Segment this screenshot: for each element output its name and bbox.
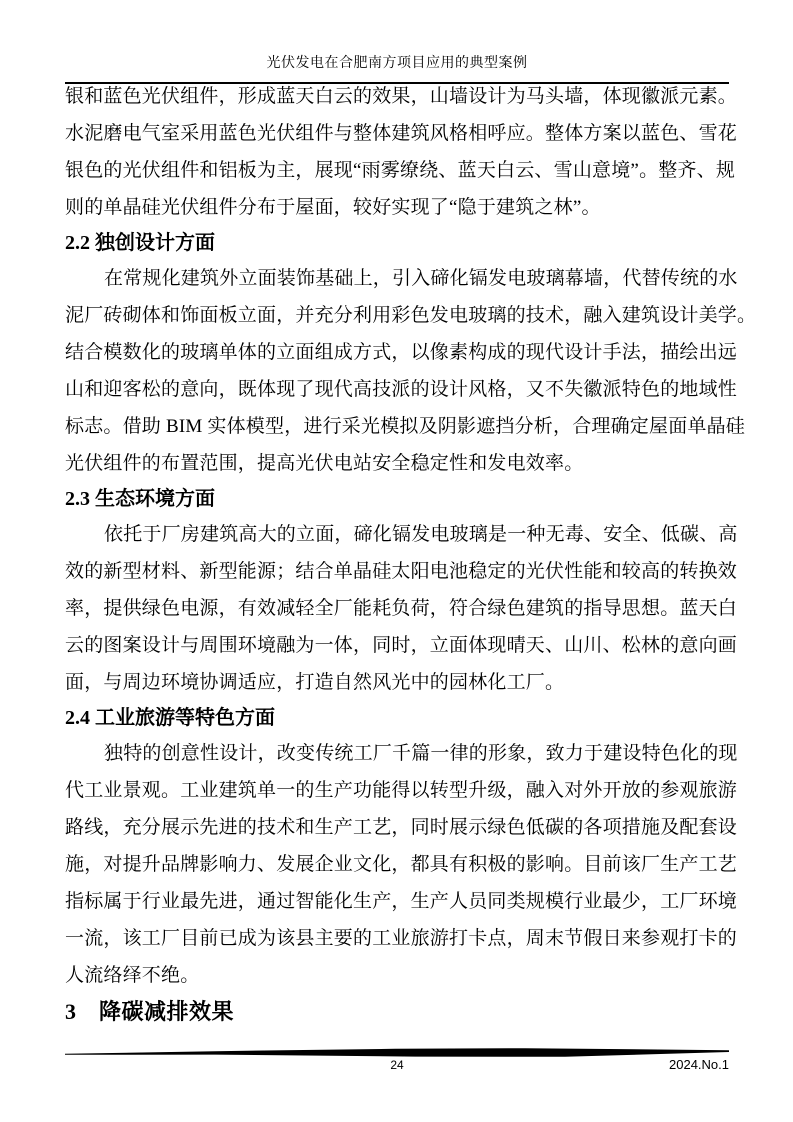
section-heading: 2.2 独创设计方面 (65, 232, 215, 254)
footer-issue-label: 2024.No.1 (669, 1057, 729, 1072)
paragraph-line: 云的图案设计与周围环境融为一体，同时，立面体现晴天、山川、松林的意向画 (65, 635, 738, 656)
paragraph-line: 结合模数化的玻璃单体的立面组成方式，以像素构成的现代设计手法，描绘出远 (65, 342, 738, 363)
paragraph-line: 光伏组件的布置范围，提高光伏电站安全稳定性和发电效率。 (65, 453, 584, 474)
footer-page-number: 24 (390, 1058, 404, 1072)
paragraph-line: 水泥磨电气室采用蓝色光伏组件与整体建筑风格相呼应。整体方案以蓝色、雪花 (65, 123, 738, 144)
paragraph-line: 则的单晶硅光伏组件分布于屋面，较好实现了“隐于建筑之林”。 (65, 197, 601, 218)
paragraph-line: 路线，充分展示先进的技术和生产工艺，同时展示绿色低碳的各项措施及配套设 (65, 817, 738, 838)
paragraph-line: 在常规化建筑外立面装饰基础上，引入碲化镉发电玻璃幕墙，代替传统的水 (104, 268, 738, 289)
paragraph-line: 人流络绎不绝。 (65, 965, 200, 986)
paragraph-line: 指标属于行业最先进，通过智能化生产，生产人员同类规模行业最少，工厂环境 (65, 891, 738, 912)
paragraph-line: 率，提供绿色电源，有效减轻全厂能耗负荷，符合绿色建筑的指导思想。蓝天白 (65, 598, 738, 619)
section-heading: 2.4 工业旅游等特色方面 (65, 707, 275, 729)
paragraph-line: 独特的创意性设计，改变传统工厂千篇一律的形象，致力于建设特色化的现 (104, 743, 738, 764)
paragraph-line: 银和蓝色光伏组件，形成蓝天白云的效果，山墙设计为马头墙，体现徽派元素。 (65, 86, 738, 107)
paragraph-line: 依托于厂房建筑高大的立面，碲化镉发电玻璃是一种无毒、安全、低碳、高 (104, 524, 738, 545)
footer-taper-line-graphic (65, 1046, 729, 1058)
section-heading: 3 降碳减排效果 (65, 999, 235, 1024)
running-header-title: 光伏发电在合肥南方项目应用的典型案例 (65, 54, 729, 84)
paragraph-line: 一流，该工厂目前已成为该县主要的工业旅游打卡点，周末节假日来参观打卡的 (65, 928, 738, 949)
paragraph-line: 标志。借助 BIM 实体模型，进行采光模拟及阴影遮挡分析，合理确定屋面单晶硅 (65, 416, 745, 437)
paragraph-line: 泥厂砖砌体和饰面板立面，并充分利用彩色发电玻璃的技术，融入建筑设计美学。 (65, 305, 757, 326)
section-heading: 2.3 生态环境方面 (65, 488, 215, 510)
document-content (65, 78, 757, 1030)
paragraph-line: 面，与周边环境协调适应，打造自然风光中的园林化工厂。 (65, 672, 565, 693)
paragraph-line: 施，对提升品牌影响力、发展企业文化，都具有积极的影响。目前该厂生产工艺 (65, 854, 738, 875)
paragraph-line: 代工业景观。工业建筑单一的生产功能得以转型升级，融入对外开放的参观旅游 (65, 780, 738, 801)
paragraph-line: 山和迎客松的意向，既体现了现代高技派的设计风格，又不失徽派特色的地域性 (65, 379, 738, 400)
paragraph-line: 银色的光伏组件和铝板为主，展现“雨雾缭绕、蓝天白云、雪山意境”。整齐、规 (65, 160, 736, 181)
footer-rule (65, 1046, 729, 1058)
paragraph-line: 效的新型材料、新型能源；结合单晶硅太阳电池稳定的光伏性能和较高的转换效 (65, 561, 738, 582)
